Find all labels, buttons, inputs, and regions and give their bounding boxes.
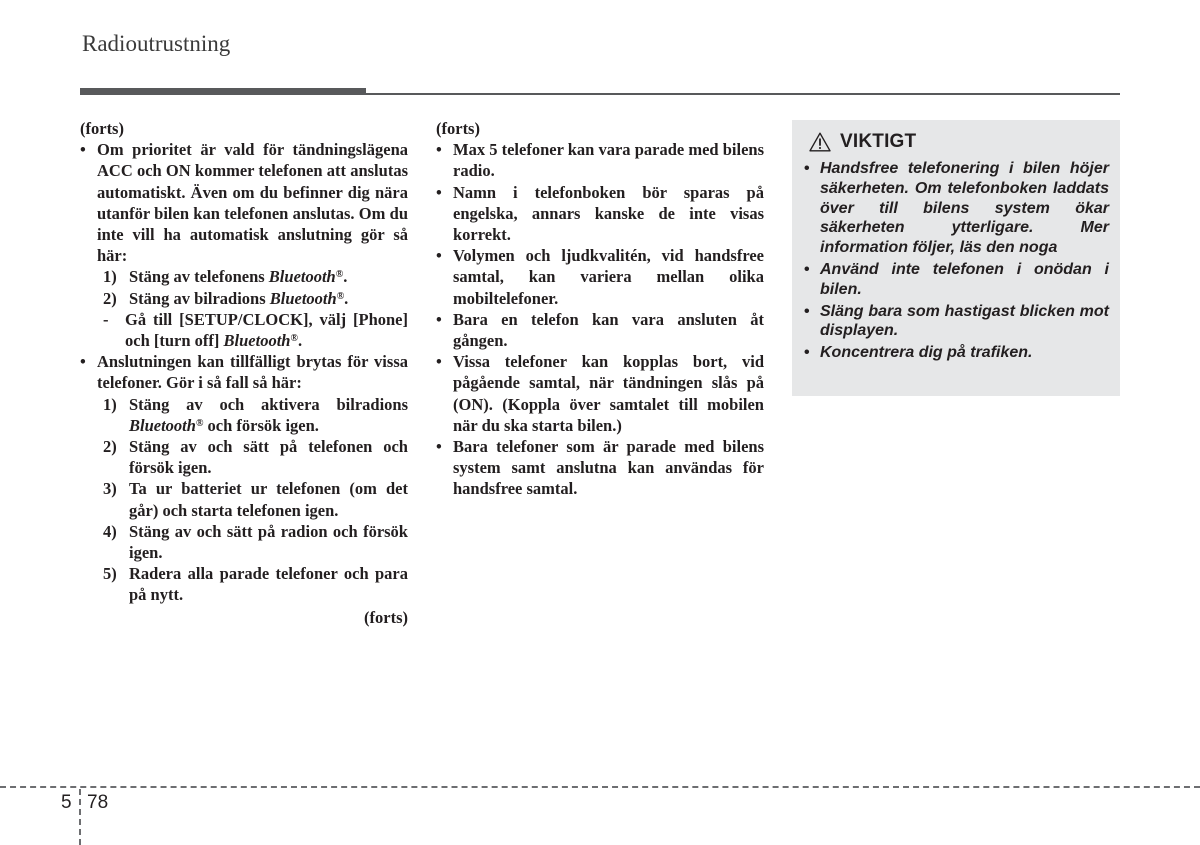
- bullet-connection-drop: [80, 351, 408, 605]
- warning-box: [792, 120, 1120, 396]
- step-number: 2): [103, 437, 117, 457]
- bluetooth-label: Bluetooth: [268, 267, 336, 287]
- step-text-part: Stäng av och aktivera bilradions: [129, 394, 408, 414]
- step-list: [97, 266, 408, 351]
- step-text: Ta ur batteriet ur telefonen (om det går) och starta telefonen igen.: [129, 479, 408, 520]
- footer-rule: [0, 786, 1200, 788]
- step-text: [129, 266, 408, 287]
- step-text: Stäng av och sätt på radion och försök igen.: [129, 521, 408, 563]
- chapter-number: 5: [61, 792, 72, 813]
- registered-mark: ®: [336, 290, 345, 302]
- bluetooth-label: Bluetooth: [269, 288, 337, 308]
- warning-triangle-icon: [809, 132, 831, 152]
- step-item: [97, 309, 408, 351]
- step-text-part: Stäng av bilradions: [129, 288, 270, 308]
- warning-item: • Koncentrera dig på trafiken.: [803, 343, 1109, 363]
- step-number: 1): [103, 267, 117, 287]
- step-text-end: .: [343, 267, 348, 287]
- bullet-item: • Bara en telefon kan vara ansluten åt gången.: [436, 309, 764, 351]
- step-text-end: och försök igen.: [203, 415, 319, 435]
- middle-bullet-list: [436, 139, 764, 499]
- continued-label-bottom: (forts): [364, 607, 408, 627]
- page-number: 78: [87, 792, 109, 813]
- bluetooth-label: Bluetooth: [223, 331, 291, 351]
- step-item: [97, 394, 408, 436]
- step-text-end: .: [297, 331, 303, 351]
- bullet-auto-connect: [80, 139, 408, 351]
- warning-list: [803, 159, 1109, 363]
- step-text-part: Stäng av telefonens: [129, 267, 269, 287]
- warning-title: VIKTIGT: [840, 131, 917, 152]
- registered-mark: ®: [335, 269, 344, 281]
- step-item: [97, 436, 408, 478]
- warning-item: • Släng bara som hastigast blicken mot displayen.: [803, 302, 1109, 342]
- step-number: 3): [103, 479, 117, 499]
- bullet-item: • Bara telefoner som är parade med bilens system samt anslutna kan användas för handsfree samtal.: [436, 436, 764, 500]
- step-item: [97, 521, 408, 563]
- step-text-part: Gå till [SETUP/CLOCK], välj [Phone] och [turn off]: [125, 309, 408, 351]
- step-text: Stäng av och sätt på telefonen och försök igen.: [129, 437, 408, 478]
- bullet-item: • Max 5 telefoner kan vara parade med bilens radio.: [436, 139, 764, 181]
- registered-mark: ®: [195, 417, 204, 429]
- warning-header: [803, 131, 1109, 153]
- bullet-item: • Volymen och ljudkvalitén, vid handsfree samtal, kan variera mellan olika mobiltelefoner.: [436, 245, 764, 309]
- left-bullet-list: [80, 139, 408, 605]
- header-rule-thick: [80, 88, 366, 95]
- bullet-text: Om prioritet är vald för tändningslägena ACC och ON kommer telefonen att anslutas automatiskt. Även om du befinner dig nära utanför bilen kan telefonen anslutas. Om du inte vill ha automatisk anslutning gör så här:: [97, 140, 408, 266]
- bullet-item: • Vissa telefoner kan kopplas bort, vid pågående samtal, när tändningen slås på (ON). (Koppla över samtalet till mobilen när du ska starta bilen.): [436, 351, 764, 436]
- bullet-item: • Namn i telefonboken bör sparas på engelska, annars kanske de inte visas korrekt.: [436, 182, 764, 246]
- step-item: [97, 266, 408, 287]
- section-title: Radioutrustning: [82, 31, 231, 56]
- step-text: Radera alla parade telefoner och para på nytt.: [129, 564, 408, 605]
- step-number: 4): [103, 521, 117, 541]
- step-item: [97, 478, 408, 520]
- step-text: [125, 309, 408, 351]
- registered-mark: ®: [290, 333, 298, 345]
- left-column: [80, 118, 408, 628]
- middle-column: [436, 118, 764, 500]
- step-text-end: .: [344, 288, 349, 308]
- page-header: [80, 30, 1120, 70]
- bluetooth-label: Bluetooth: [129, 415, 196, 435]
- warning-item: • Handsfree telefonering i bilen höjer säkerheten. Om telefonboken laddats över till bilens system ökar säkerheten ytterligare. Mer information följer, läs den noga: [803, 159, 1109, 258]
- step-item: [97, 563, 408, 605]
- bullet-text: Anslutningen kan tillfälligt brytas för vissa telefoner. Gör i så fall så här:: [97, 352, 408, 393]
- step-number: 5): [103, 564, 117, 584]
- step-number: 2): [103, 288, 117, 308]
- step-text: [129, 288, 408, 309]
- step-number: 1): [103, 394, 117, 414]
- step-list: [97, 394, 408, 606]
- step-text: [129, 394, 408, 436]
- step-dash: -: [103, 309, 109, 329]
- continued-label-top: (forts): [80, 119, 124, 138]
- continued-label-top: (forts): [436, 119, 480, 138]
- footer-divider: [79, 789, 81, 845]
- header-rule-thin: [366, 93, 1120, 95]
- warning-item: • Använd inte telefonen i onödan i bilen.: [803, 260, 1109, 300]
- step-item: [97, 288, 408, 309]
